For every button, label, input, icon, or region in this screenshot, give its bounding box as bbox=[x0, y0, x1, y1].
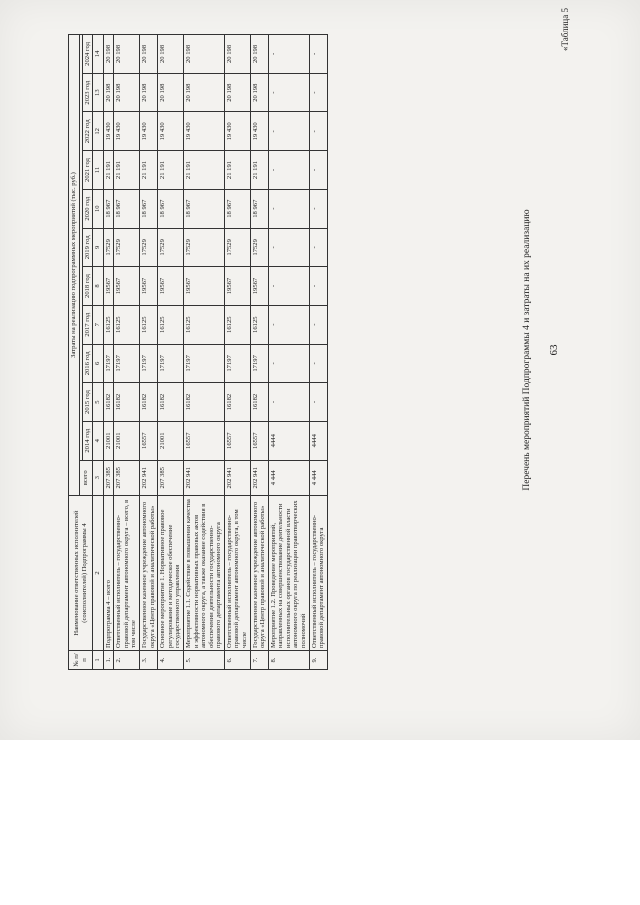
column-number: 12 bbox=[93, 112, 104, 151]
cost-cell: - bbox=[268, 383, 309, 422]
cost-cell: 18 967 bbox=[224, 189, 250, 228]
cost-cell: 17529 bbox=[250, 228, 268, 267]
page-number: 63 bbox=[548, 344, 560, 356]
cost-cell: 19567 bbox=[250, 267, 268, 306]
row-name: Государственное казенное учреждение автономного округа «Центр правовой и аналитической работы» bbox=[250, 496, 268, 651]
cost-cell: 17529 bbox=[158, 228, 184, 267]
cost-cell: - bbox=[268, 35, 309, 74]
row-name: Основное мероприятие 1. Нормативное правовое регулирование и методическое обеспечение государственного управления bbox=[158, 496, 184, 651]
cost-cell: 18 967 bbox=[114, 189, 140, 228]
cost-cell: 19567 bbox=[158, 267, 184, 306]
cost-cell: 16125 bbox=[224, 305, 250, 344]
column-number: 10 bbox=[93, 189, 104, 228]
cost-cell: 20 198 bbox=[224, 35, 250, 74]
header-costs: Затраты на реализацию подпрограммных мероприятий (тыс. руб.) bbox=[69, 35, 80, 496]
cost-cell: 202 941 bbox=[183, 460, 224, 495]
column-number: 5 bbox=[93, 383, 104, 422]
row-name: Мероприятие 1.2. Проведение мероприятий, направленных на совершенствование деятельности исполнительных органов государственной власти автономного округа по реализации правотворческих полномочий bbox=[268, 496, 309, 651]
column-number: 3 bbox=[93, 460, 104, 495]
cost-cell: 20 198 bbox=[224, 73, 250, 112]
cost-cell: 20 198 bbox=[103, 35, 114, 74]
row-number: 2. bbox=[114, 651, 140, 670]
cost-cell: 17197 bbox=[140, 344, 158, 383]
table-row bbox=[309, 35, 327, 670]
column-number: 13 bbox=[93, 73, 104, 112]
header-year: 2017 год bbox=[82, 305, 93, 344]
cost-cell: 16182 bbox=[103, 383, 114, 422]
row-name: Мероприятие 1.1. Содействие в повышении качества и эффективности нормативных правовых актов автономного округа, а также оказание содействия в обеспечении деятельности государственно-правового департамента автономного округа bbox=[183, 496, 224, 651]
cost-cell: - bbox=[309, 383, 327, 422]
cost-cell: 19 430 bbox=[140, 112, 158, 151]
rotated-document-page bbox=[40, 0, 600, 700]
cost-cell: 16557 bbox=[140, 421, 158, 460]
column-number: 4 bbox=[93, 421, 104, 460]
cost-cell: 17197 bbox=[250, 344, 268, 383]
row-number: 9. bbox=[309, 651, 327, 670]
column-number: 14 bbox=[93, 35, 104, 74]
cost-cell: 19567 bbox=[140, 267, 158, 306]
cost-cell: 202 941 bbox=[250, 460, 268, 495]
header-year: 2018 год bbox=[82, 267, 93, 306]
cost-cell: 20 198 bbox=[158, 35, 184, 74]
table-row bbox=[140, 35, 158, 670]
cost-cell: 17197 bbox=[224, 344, 250, 383]
cost-cell: 16557 bbox=[224, 421, 250, 460]
cost-cell: 207 385 bbox=[158, 460, 184, 495]
cost-cell: 20 198 bbox=[114, 35, 140, 74]
header-year: 2016 год bbox=[82, 344, 93, 383]
header-total: всего bbox=[79, 460, 93, 495]
column-number: 1 bbox=[93, 651, 104, 670]
cost-cell: 16125 bbox=[250, 305, 268, 344]
header-year: 2021 год bbox=[82, 151, 93, 190]
cost-cell: 21001 bbox=[158, 421, 184, 460]
cost-cell: 16182 bbox=[140, 383, 158, 422]
cost-cell: 19 430 bbox=[114, 112, 140, 151]
cost-cell: 17197 bbox=[158, 344, 184, 383]
cost-cell: 4 444 bbox=[268, 460, 309, 495]
cost-cell: 16182 bbox=[114, 383, 140, 422]
cost-cell: 17529 bbox=[224, 228, 250, 267]
table-label: «Таблица 5 bbox=[560, 8, 570, 51]
cost-cell: 18 967 bbox=[250, 189, 268, 228]
row-number: 8. bbox=[268, 651, 309, 670]
header-year: 2022 год bbox=[82, 112, 93, 151]
cost-cell: 16125 bbox=[183, 305, 224, 344]
cost-cell: 21001 bbox=[103, 421, 114, 460]
cost-cell: 21 191 bbox=[183, 151, 224, 190]
header-year: 2019 год bbox=[82, 228, 93, 267]
table-row bbox=[114, 35, 140, 670]
cost-cell: 19 430 bbox=[103, 112, 114, 151]
cost-cell: 20 198 bbox=[103, 73, 114, 112]
row-number: 1. bbox=[103, 651, 114, 670]
cost-cell: 17529 bbox=[103, 228, 114, 267]
cost-cell: 17197 bbox=[103, 344, 114, 383]
cost-cell: 16182 bbox=[224, 383, 250, 422]
cost-cell: 16125 bbox=[114, 305, 140, 344]
table-row bbox=[103, 35, 114, 670]
cost-cell: 19 430 bbox=[158, 112, 184, 151]
cost-cell: 4444 bbox=[309, 421, 327, 460]
cost-cell: 202 941 bbox=[224, 460, 250, 495]
header-year: 2024 год bbox=[82, 35, 93, 74]
row-number: 7. bbox=[250, 651, 268, 670]
cost-cell: 17197 bbox=[183, 344, 224, 383]
cost-cell: 20 198 bbox=[183, 35, 224, 74]
measures-table bbox=[68, 34, 328, 670]
row-number: 6. bbox=[224, 651, 250, 670]
cost-cell: - bbox=[268, 344, 309, 383]
row-name: Ответственный исполнитель – государственно-правовой департамент автономного округа, в том числе bbox=[224, 496, 250, 651]
cost-cell: 20 198 bbox=[158, 73, 184, 112]
cost-cell: 19567 bbox=[224, 267, 250, 306]
cost-cell: 16125 bbox=[158, 305, 184, 344]
column-numbers-row bbox=[93, 35, 104, 670]
cost-cell: - bbox=[309, 344, 327, 383]
cost-cell: 17197 bbox=[114, 344, 140, 383]
cost-cell: - bbox=[309, 112, 327, 151]
cost-cell: 18 967 bbox=[103, 189, 114, 228]
cost-cell: - bbox=[268, 73, 309, 112]
cost-cell: 21 191 bbox=[103, 151, 114, 190]
cost-cell: 19 430 bbox=[250, 112, 268, 151]
table-row bbox=[183, 35, 224, 670]
column-number: 7 bbox=[93, 305, 104, 344]
table-caption: Перечень мероприятий Подпрограммы 4 и затраты на их реализацию bbox=[522, 209, 532, 491]
column-number: 6 bbox=[93, 344, 104, 383]
row-name: Государственное казенное учреждение автономного округа «Центр правовой и аналитической работы» bbox=[140, 496, 158, 651]
cost-cell: 19567 bbox=[103, 267, 114, 306]
row-number: 5. bbox=[183, 651, 224, 670]
cost-cell: 20 198 bbox=[250, 35, 268, 74]
table-row bbox=[224, 35, 250, 670]
cost-cell: 19567 bbox=[114, 267, 140, 306]
cost-cell: - bbox=[268, 151, 309, 190]
row-name: Подпрограмма 4 – всего bbox=[103, 496, 114, 651]
row-number: 3. bbox=[140, 651, 158, 670]
header-year: 2014 год bbox=[82, 421, 93, 460]
cost-cell: - bbox=[268, 228, 309, 267]
cost-cell: - bbox=[309, 228, 327, 267]
column-number: 11 bbox=[93, 151, 104, 190]
cost-cell: - bbox=[309, 305, 327, 344]
column-number: 2 bbox=[93, 496, 104, 651]
cost-cell: 21 191 bbox=[250, 151, 268, 190]
cost-cell: 18 967 bbox=[158, 189, 184, 228]
cost-cell: 207 385 bbox=[114, 460, 140, 495]
header-year: 2015 год bbox=[82, 383, 93, 422]
cost-cell: 19 430 bbox=[183, 112, 224, 151]
header-num: № п/п bbox=[69, 651, 93, 670]
cost-cell: 21 191 bbox=[224, 151, 250, 190]
cost-cell: 20 198 bbox=[140, 35, 158, 74]
cost-cell: 4 444 bbox=[309, 460, 327, 495]
cost-cell: 21001 bbox=[114, 421, 140, 460]
cost-cell: - bbox=[309, 189, 327, 228]
cost-cell: - bbox=[309, 73, 327, 112]
cost-cell: 16182 bbox=[158, 383, 184, 422]
cost-cell: 20 198 bbox=[114, 73, 140, 112]
cost-cell: - bbox=[309, 151, 327, 190]
header-year: 2020 год bbox=[82, 189, 93, 228]
cost-cell: 20 198 bbox=[250, 73, 268, 112]
cost-cell: 21 191 bbox=[158, 151, 184, 190]
cost-cell: 17529 bbox=[114, 228, 140, 267]
cost-cell: 18 967 bbox=[140, 189, 158, 228]
cost-cell: 20 198 bbox=[140, 73, 158, 112]
cost-cell: 207 385 bbox=[103, 460, 114, 495]
cost-cell: - bbox=[268, 305, 309, 344]
cost-cell: 19 430 bbox=[224, 112, 250, 151]
header-name: Наименование ответственных исполнителей (соисполнителей) Подпрограммы 4 bbox=[69, 496, 93, 651]
cost-cell: 16557 bbox=[183, 421, 224, 460]
row-name: Ответственный исполнитель – государственно-правовой департамент автономного округа – всего, в том числе bbox=[114, 496, 140, 651]
cost-cell: 16557 bbox=[250, 421, 268, 460]
cost-cell: 21 191 bbox=[140, 151, 158, 190]
cost-cell: 202 941 bbox=[140, 460, 158, 495]
row-name: Ответственный исполнитель – государственно-правовой департамент автономного округа bbox=[309, 496, 327, 651]
row-number: 4. bbox=[158, 651, 184, 670]
cost-cell: 18 967 bbox=[183, 189, 224, 228]
cost-cell: 16125 bbox=[140, 305, 158, 344]
table-row bbox=[158, 35, 184, 670]
cost-cell: - bbox=[268, 189, 309, 228]
cost-cell: 16182 bbox=[250, 383, 268, 422]
cost-cell: - bbox=[268, 267, 309, 306]
cost-cell: 21 191 bbox=[114, 151, 140, 190]
cost-cell: - bbox=[309, 267, 327, 306]
header-year: 2023 год bbox=[82, 73, 93, 112]
cost-cell: 19567 bbox=[183, 267, 224, 306]
column-number: 9 bbox=[93, 228, 104, 267]
cost-cell: - bbox=[268, 112, 309, 151]
table-row bbox=[250, 35, 268, 670]
cost-cell: 4444 bbox=[268, 421, 309, 460]
table-row bbox=[268, 35, 309, 670]
cost-cell: 16125 bbox=[103, 305, 114, 344]
column-number: 8 bbox=[93, 267, 104, 306]
cost-cell: 17529 bbox=[183, 228, 224, 267]
cost-cell: 17529 bbox=[140, 228, 158, 267]
cost-cell: 16182 bbox=[183, 383, 224, 422]
cost-cell: 20 198 bbox=[183, 73, 224, 112]
cost-cell: - bbox=[309, 35, 327, 74]
